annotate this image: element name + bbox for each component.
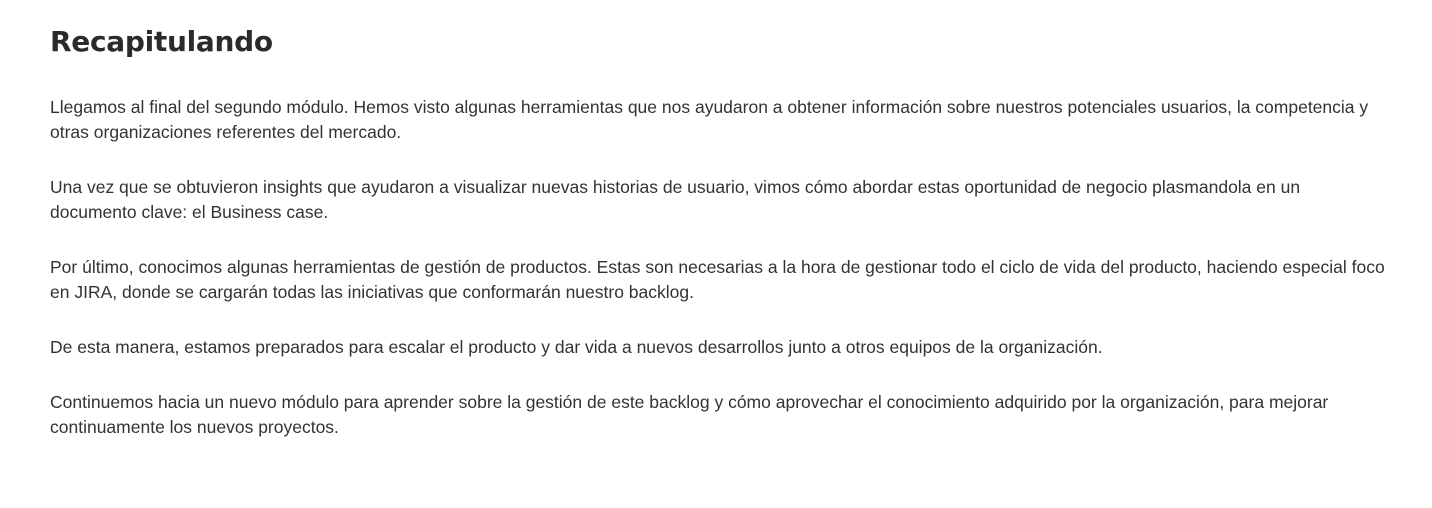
paragraph-business-case: Una vez que se obtuvieron insights que ayudaron a visualizar nuevas historias de usuario, vimos cómo abordar estas oportunidad de negocio plasmandola en un documento clave: el Business case. — [50, 177, 1301, 222]
paragraph-module-summary: Llegamos al final del segundo módulo. Hemos visto algunas herramientas que nos ayudaron a obtener información sobre nuestros potenciales usuarios, la competencia y otras organizaciones referentes del mercado. — [50, 97, 1369, 142]
paragraph-scale-product: De esta manera, estamos preparados para escalar el producto y dar vida a nuevos desarrollos junto a otros equipos de la organización. — [50, 337, 1103, 357]
paragraph-product-tools: Por último, conocimos algunas herramientas de gestión de productos. Estas son necesarias a la hora de gestionar todo el ciclo de vida del producto, haciendo especial foco en JIRA, donde se cargarán todas las iniciativas que conformarán nuestro backlog. — [50, 257, 1385, 302]
paragraph-next-module: Continuemos hacia un nuevo módulo para aprender sobre la gestión de este backlog y cómo aprovechar el conocimiento adquirido por la organización, para mejorar continuamente los nuevos proyectos. — [50, 392, 1329, 437]
page-title: Recapitulando — [50, 25, 273, 58]
recap-body — [50, 95, 1390, 440]
recap-section — [50, 22, 1390, 470]
